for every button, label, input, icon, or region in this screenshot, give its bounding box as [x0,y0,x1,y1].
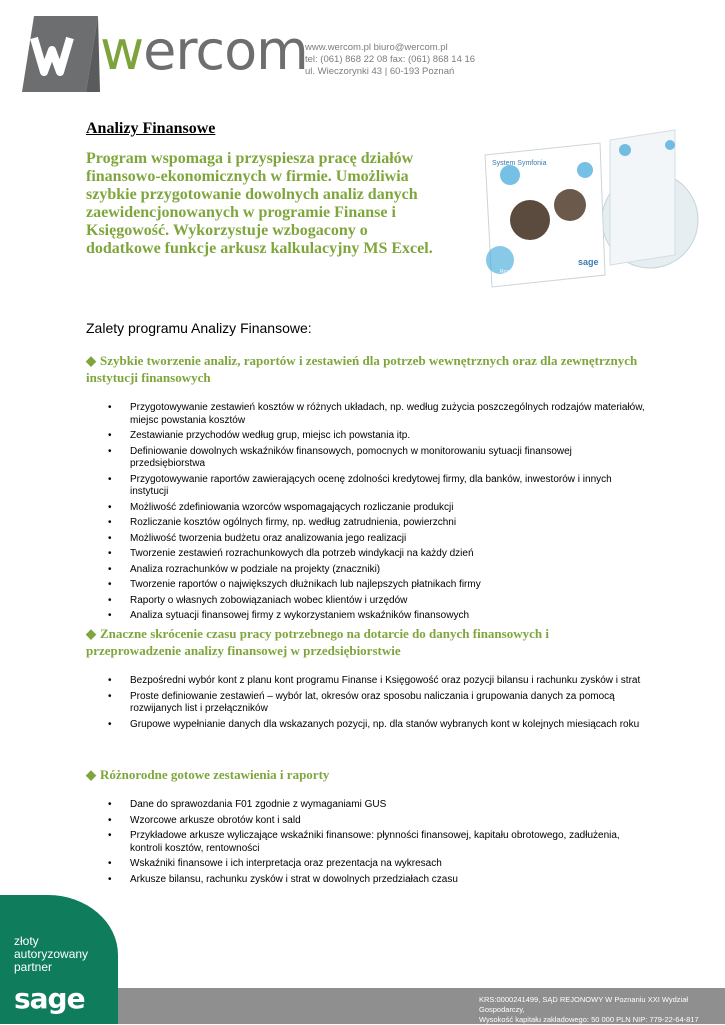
contact-address: ul. Wieczorynki 43 | 60-193 Poznań [305,66,455,77]
bullet-icon: • [108,814,112,826]
footer-legal [479,995,719,1025]
list-item: • Analiza rozrachunków w podziale na projekty (znaczniki) [108,563,381,575]
sage-logo: sage [14,982,85,1015]
badge-line: autoryzowany [14,947,89,961]
bullet-list [86,675,646,731]
bullet-icon: • [108,563,112,575]
bullet-icon: • [108,675,112,686]
bullet-icon: • [108,873,112,885]
bullet-icon: • [108,473,112,485]
legal-line: KRS:0000241499, SĄD REJONOWY W Poznaniu XXI Wydział Gospodarczy, [479,995,689,1014]
bullet-icon: • [108,532,112,544]
wercom-logo-mark-icon [20,14,100,94]
bullet-icon: • [108,718,112,730]
bullet-list [86,799,646,886]
list-item: • Proste definiowanie zestawień – wybór lat, okresów oraz sposobu naliczania i grupowania danych za pomocą rozwijanych list i przełączników [108,690,615,714]
diamond-icon: ◆ [86,767,96,782]
document-title: Analizy Finansowe [86,120,216,137]
bullet-icon: • [108,501,112,513]
bullet-icon: • [108,548,112,559]
list-item: • Wskaźniki finansowe i ich interpretacja oraz prezentacja na wykresach [108,858,442,869]
list-item: • Definiowanie dowolnych wskaźników finansowych, pomocnych w monitorowaniu sytuacji finansowej przedsiębiorstwa [108,445,572,469]
list-item: • Przygotowywanie zestawień kosztów w różnych układach, np. według zużycia poszczególnych rodzajów materiałów, miejsc powstania kosztów [108,402,645,426]
partner-badge-text [14,935,88,974]
logo-wordmark: wercom [100,19,308,82]
bullet-icon: • [108,799,112,810]
list-item: • Dane do sprawozdania F01 zgodnie z wymaganiami GUS [108,799,387,810]
section-heading: ◆ Znaczne skrócenie czasu pracy potrzebnego na dotarcie do danych finansowych i przeprowadzenie analizy finansowej w przedsiębiorstwie [86,626,549,658]
diamond-icon: ◆ [86,353,96,368]
list-item: • Analiza sytuacji finansowej firmy z wykorzystaniem wskaźników finansowych [108,610,470,621]
bullet-icon: • [108,402,112,413]
product-box-title: System Symfonia [492,160,547,167]
bullet-icon: • [108,594,112,606]
legal-line: Wysokość kapitału zakładowego: 50 000 PLN NIP: 779-22-64-817 [479,1015,699,1024]
badge-line: partner [14,960,53,974]
list-item: • Rozliczanie kosztów ogólnych firmy, np. według zatrudnienia, powierzchni [108,517,457,528]
list-item: • Tworzenie raportów o największych dłużnikach lub najlepszych płatnikach firmy [108,579,481,590]
list-item: • Możliwość tworzenia budżetu oraz analizowania jego realizacji [108,532,407,544]
list-item: • Zestawianie przychodów według grup, miejsc ich powstania itp. [108,430,411,441]
list-item: • Raporty o własnych zobowiązaniach wobec klientów i urzędów [108,594,408,606]
bullet-icon: • [108,430,112,441]
section-time-saving [86,625,646,734]
bullet-icon: • [108,610,112,621]
section-heading: ◆ Różnorodne gotowe zestawienia i raporty [86,767,330,782]
advantages-heading: Zalety programu Analizy Finansowe: [86,320,312,336]
bullet-icon: • [108,690,112,702]
list-item: • Arkusze bilansu, rachunku zysków i strat w dowolnych przedziałach czasu [108,873,458,885]
bullet-icon: • [108,445,112,457]
list-item: • Grupowe wypełnianie danych dla wskazanych pozycji, np. dla stanów wybranych kont w kolejnych miesiącach roku [108,718,640,730]
list-item: • Przykładowe arkusze wyliczające wskaźniki finansowe: płynności finansowej, kapitału obrotowego, zadłużenia, kontroli kosztów, rentowności [108,830,620,854]
section-ready-reports [86,766,646,889]
bullet-icon: • [108,579,112,590]
contact-phone-fax: tel: (061) 868 22 08 fax: (061) 868 14 16 [305,54,476,65]
bullet-list [86,402,646,623]
badge-line: złoty [14,934,39,948]
section-fast-analyses [86,352,646,626]
list-item: • Tworzenie zestawień rozrachunkowych dla potrzeb windykacji na każdy dzień [108,548,474,559]
product-box-image [470,115,705,315]
section-heading: ◆ Szybkie tworzenie analiz, raportów i zestawień dla potrzeb wewnętrznych oraz dla zewnętrznych instytucji finansowych [86,353,638,385]
list-item: • Przygotowywanie raportów zawierających ocenę zdolności kredytowej firmy, dla banków, inwestorów i innych instytucji [108,473,612,497]
intro-paragraph: Program wspomaga i przyspiesza pracę działów finansowo-ekonomicznych w firmie. Umożliwia szybkie przygotowanie dowolnych analiz danych zaewidencjonowanych w programie Finanse i Księgowość. Wykorzystuje wzbogacony o dodatkowe funkcje arkusz kalkulacyjny MS Excel. [86,150,433,257]
list-item: • Możliwość zdefiniowania wzorców wspomagających rozliczanie produkcji [108,501,454,513]
wercom-logo [20,14,308,94]
diamond-icon: ◆ [86,626,96,641]
bullet-icon: • [108,830,112,841]
contact-web-email: www.wercom.pl biuro@wercom.pl [305,42,448,53]
contact-info [305,42,475,78]
bullet-icon: • [108,517,112,528]
product-box-brand: sage [578,257,599,267]
bullet-icon: • [108,858,112,869]
list-item: • Wzorcowe arkusze obrotów kont i sald [108,814,301,826]
list-item: • Bezpośredni wybór kont z planu kont programu Finanse i Księgowość oraz pozycji bilansu i rachunku zysków i strat [108,675,641,686]
product-box-tagline: Rozwiązanie pewne dzisiaj [500,269,560,275]
